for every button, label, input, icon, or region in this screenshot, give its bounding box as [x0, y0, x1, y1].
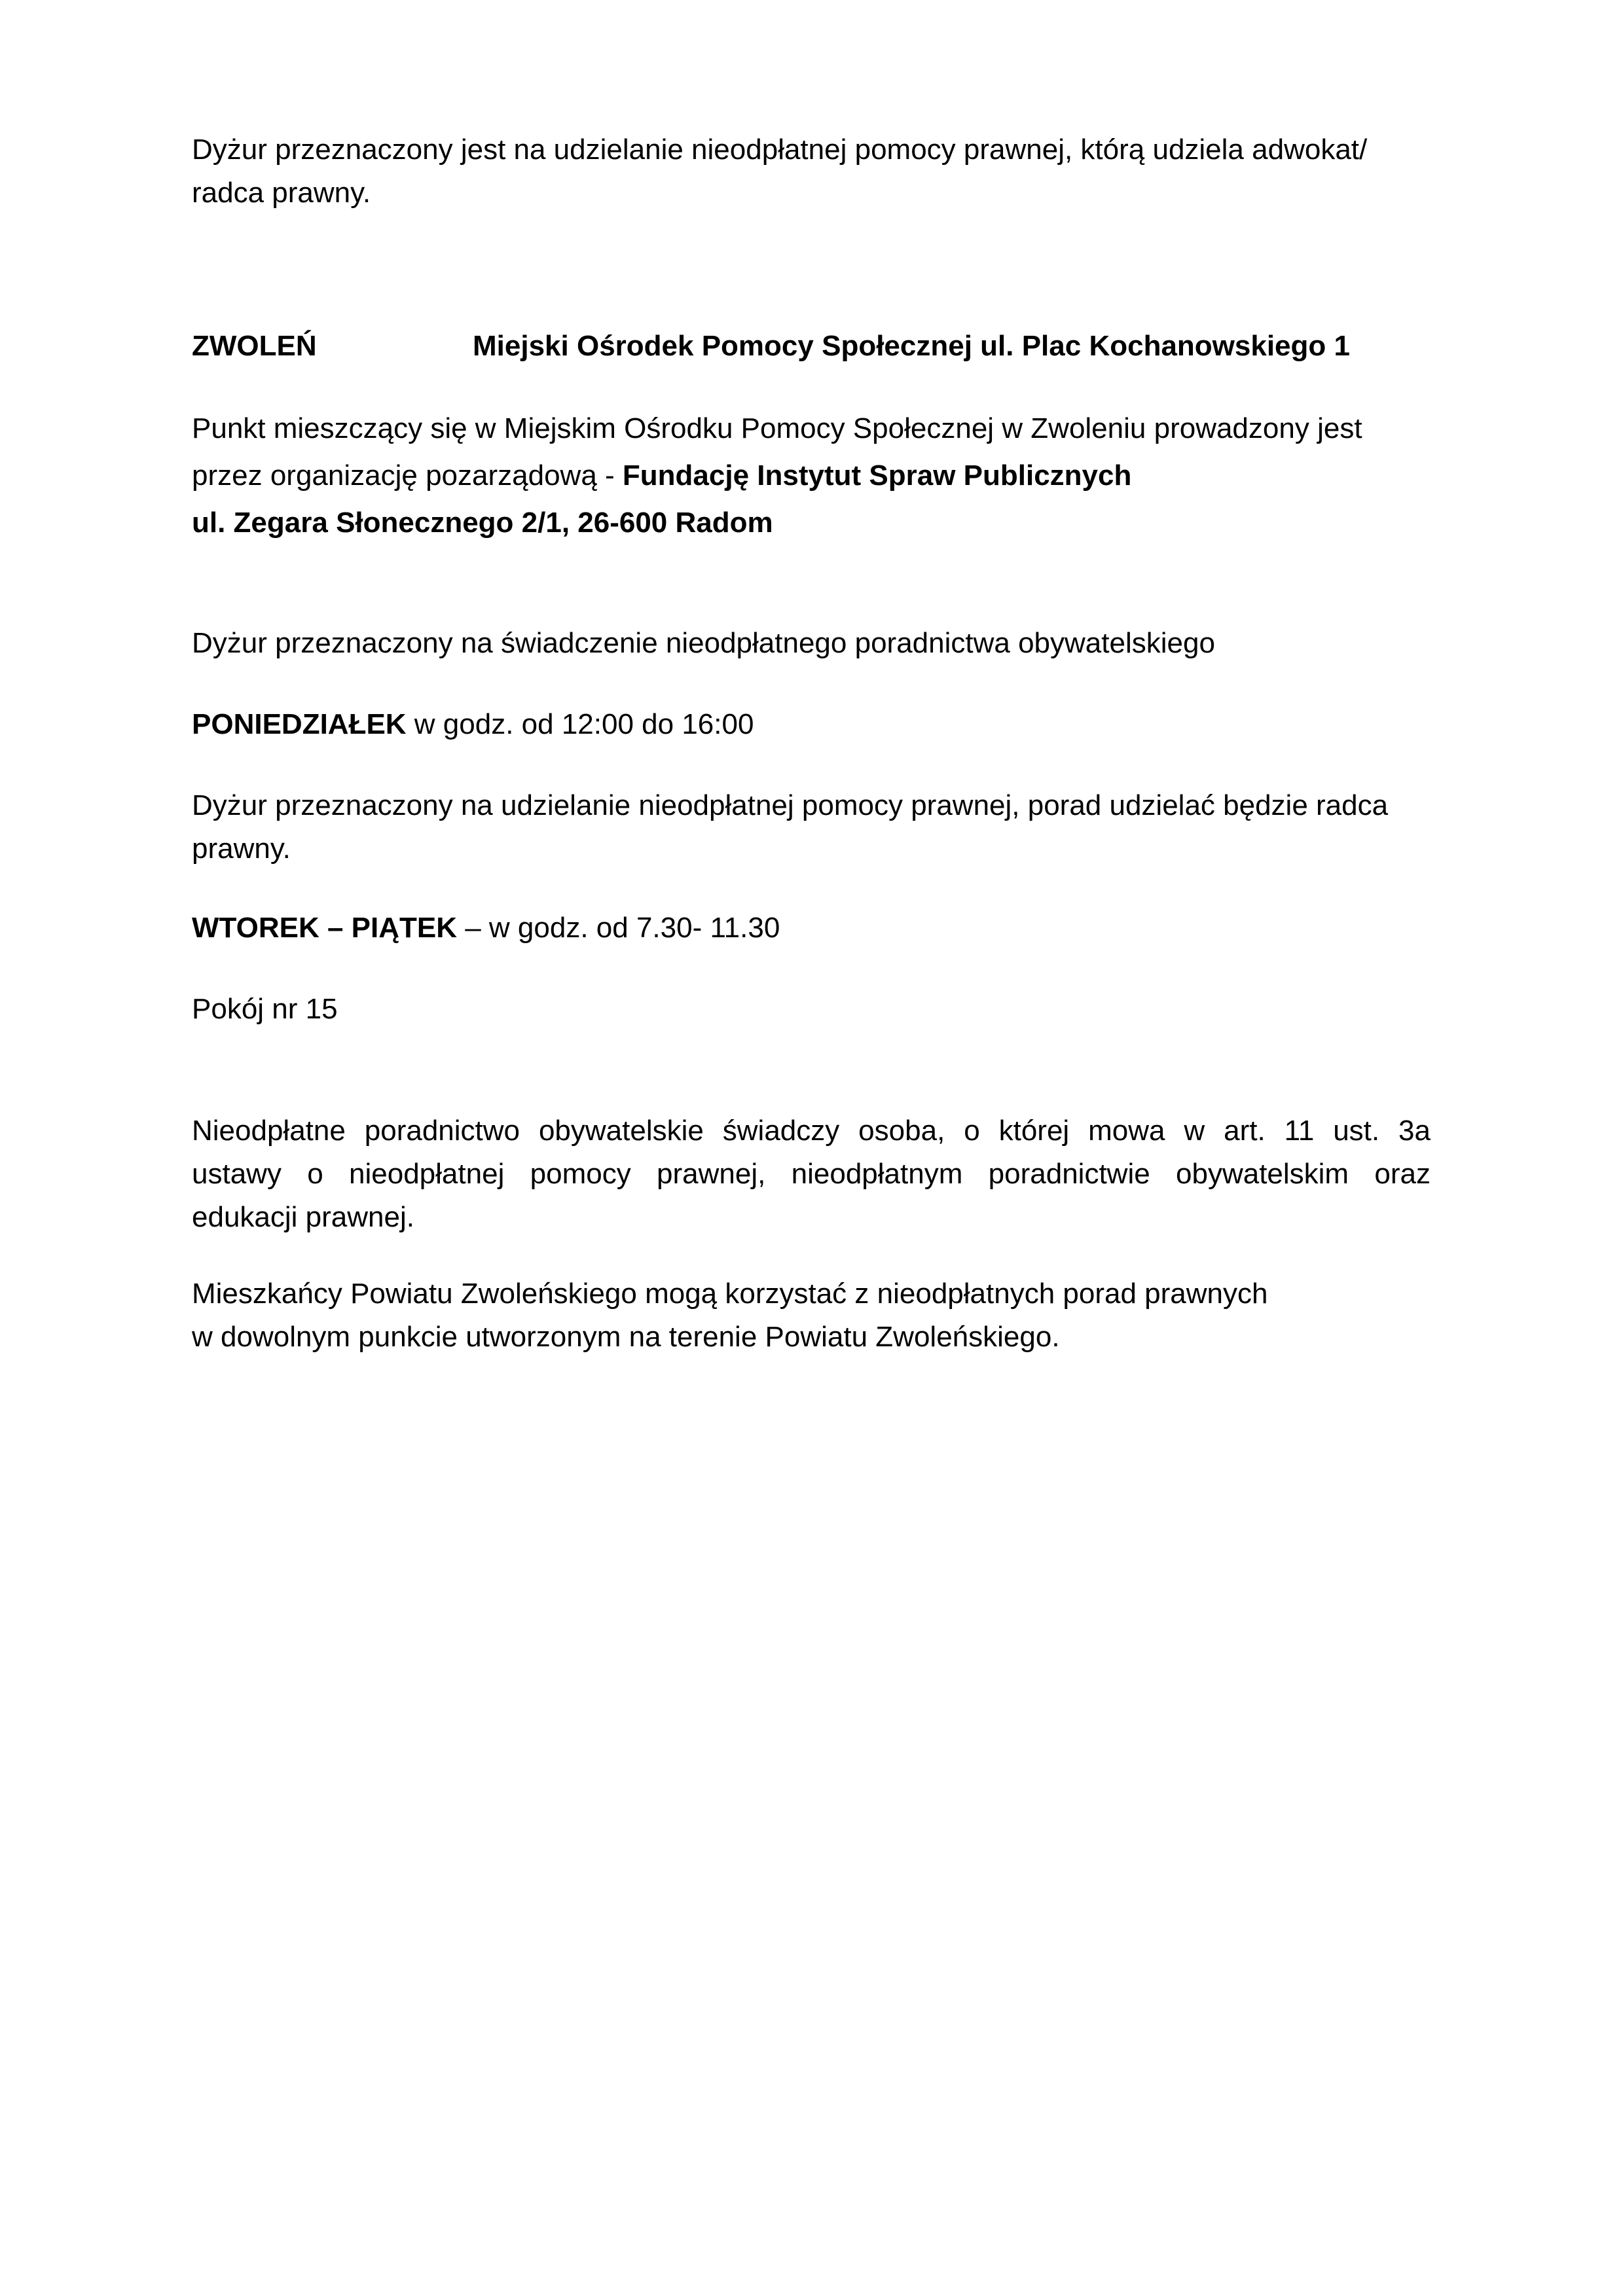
tue-fri-hours: – w godz. od 7.30- 11.30	[457, 912, 780, 944]
civic-note-line-3: edukacji prawnej.	[192, 1201, 414, 1233]
tue-fri-schedule	[192, 906, 1431, 950]
intro-line-1: Dyżur przeznaczony jest na udzielanie nieodpłatnej pomocy prawnej, którą udziela adwokat/	[192, 134, 1368, 166]
intro-line-2: radca prawny.	[192, 177, 371, 209]
heading-place: ZWOLEŃ	[192, 330, 317, 362]
legal-duty-line-2: prawny.	[192, 833, 291, 865]
heading-institution: Miejski Ośrodek Pomocy Społecznej ul. Plac Kochanowskiego 1	[473, 330, 1350, 362]
legal-duty-line-1: Dyżur przeznaczony na udzielanie nieodpłatnej pomocy prawnej, porad udzielać będzie radca	[192, 789, 1389, 821]
foundation-address: ul. Zegara Słonecznego 2/1, 26-600 Radom	[192, 507, 773, 539]
point-info-paragraph	[192, 405, 1431, 547]
civic-duty-paragraph: Dyżur przeznaczony na świadczenie nieodpłatnego poradnictwa obywatelskiego	[192, 627, 1215, 659]
point-info-line-1: Punkt mieszczący się w Miejskim Ośrodku Pomocy Społecznej w Zwoleniu prowadzony jest	[192, 412, 1362, 444]
intro-paragraph	[192, 128, 1431, 215]
monday-day: PONIEDZIAŁEK	[192, 708, 407, 740]
civic-note-line-2: ustawy o nieodpłatnej pomocy prawnej, nieodpłatnym poradnictwie obywatelskim oraz	[192, 1158, 1431, 1190]
point-info-prefix: przez organizację pozarządową -	[192, 459, 623, 492]
monday-schedule	[192, 703, 1431, 746]
civic-note-paragraph	[192, 1109, 1431, 1239]
tue-fri-days: WTOREK – PIĄTEK	[192, 912, 458, 944]
point-info-line-2	[192, 452, 1431, 499]
residents-paragraph	[192, 1272, 1431, 1359]
residents-line-2: w dowolnym punkcie utworzonym na terenie Powiatu Zwoleńskiego.	[192, 1321, 1060, 1353]
legal-duty-paragraph	[192, 784, 1431, 870]
monday-hours: w godz. od 12:00 do 16:00	[406, 708, 754, 740]
foundation-name: Fundację Instytut Spraw Publicznych	[622, 459, 1132, 492]
residents-line-1: Mieszkańcy Powiatu Zwoleńskiego mogą korzystać z nieodpłatnych porad prawnych	[192, 1278, 1268, 1310]
room-number: Pokój nr 15	[192, 993, 338, 1025]
civic-note-line-1: Nieodpłatne poradnictwo obywatelskie świadczy osoba, o której mowa w art. 11 ust. 3a	[192, 1115, 1431, 1147]
